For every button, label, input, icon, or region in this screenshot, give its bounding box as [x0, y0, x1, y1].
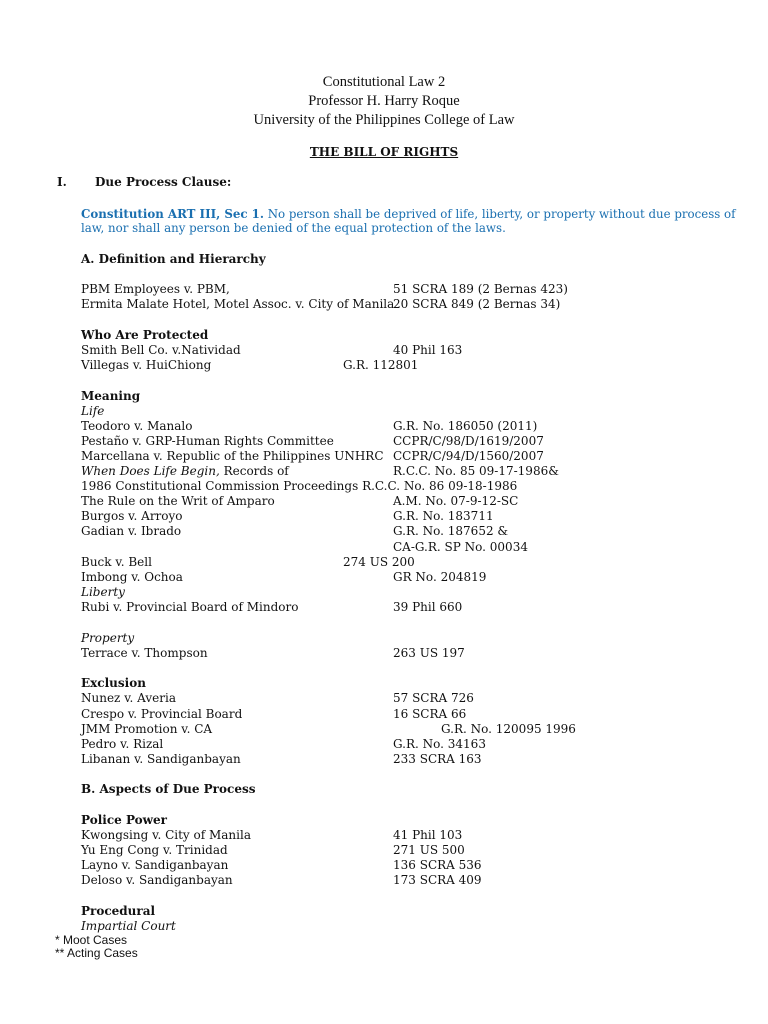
section-b-heading: B. Aspects of Due Process: [81, 782, 256, 796]
case-citation: 40 Phil 163: [393, 343, 463, 357]
case-name: Terrace v. Thompson: [81, 646, 208, 660]
who-protected-heading: Who Are Protected: [81, 328, 209, 342]
when-life-begin: [81, 464, 289, 479]
case-name: The Rule on the Writ of Amparo: [81, 494, 275, 508]
section-title: THE BILL OF RIGHTS: [309, 145, 459, 159]
case-citation: 51 SCRA 189 (2 Bernas 423): [393, 282, 568, 296]
case-citation: GR No. 204819: [393, 570, 487, 584]
footnote-acting: ** Acting Cases: [55, 946, 138, 960]
exclusion-heading: Exclusion: [81, 676, 146, 690]
case-citation: 41 Phil 103: [393, 828, 463, 842]
case-citation: 57 SCRA 726: [393, 691, 474, 705]
case-name: Teodoro v. Manalo: [81, 419, 193, 433]
case-name: Layno v. Sandiganbayan: [81, 858, 229, 872]
case-name: Pestaño v. GRP-Human Rights Committee: [81, 434, 334, 448]
case-citation: 271 US 500: [393, 843, 465, 857]
case-name: Ermita Malate Hotel, Motel Assoc. v. City of Manila: [81, 297, 395, 311]
case-citation: CCPR/C/94/D/1560/2007: [393, 449, 544, 463]
when-life-rest: Records of: [219, 464, 289, 478]
case-name: Libanan v. Sandiganbayan: [81, 752, 241, 766]
case-name: Smith Bell Co. v.Natividad: [81, 343, 241, 357]
case-citation: G.R. No. 183711: [393, 509, 494, 523]
when-life-italic: When Does Life Begin,: [81, 464, 220, 478]
section-a-heading: A. Definition and Hierarchy: [81, 252, 266, 266]
case-name: Nunez v. Averia: [81, 691, 176, 705]
case-name: Burgos v. Arroyo: [81, 509, 183, 523]
case-name: Imbong v. Ochoa: [81, 570, 183, 584]
case-citation: A.M. No. 07-9-12-SC: [393, 494, 519, 508]
case-citation: 16 SCRA 66: [393, 707, 467, 721]
case-citation: R.C.C. No. 85 09-17-1986&: [393, 464, 559, 478]
part-numeral: I.: [57, 175, 67, 189]
case-name: PBM Employees v. PBM,: [81, 282, 230, 296]
case-citation: G.R. No. 187652 &: [393, 524, 509, 538]
school-name: University of the Philippines College of Law: [253, 112, 515, 128]
constitution-ref: Constitution ART III, Sec 1.: [81, 207, 264, 221]
case-citation: G.R. No. 186050 (2011): [393, 419, 538, 433]
professor-name: Professor H. Harry Roque: [308, 93, 460, 109]
case-name: Rubi v. Provincial Board of Mindoro: [81, 600, 299, 614]
case-name: Gadian v. Ibrado: [81, 524, 182, 538]
case-citation: 233 SCRA 163: [393, 752, 482, 766]
case-citation: 39 Phil 660: [393, 600, 463, 614]
case-name: Kwongsing v. City of Manila: [81, 828, 251, 842]
case-name: Villegas v. HuiChiong: [81, 358, 212, 372]
proceedings-line: 1986 Constitutional Commission Proceedings R.C.C. No. 86 09-18-1986: [81, 479, 518, 493]
case-citation: CA-G.R. SP No. 00034: [393, 540, 528, 554]
case-citation: 136 SCRA 536: [393, 858, 482, 872]
case-citation: G.R. No. 34163: [393, 737, 486, 751]
case-name: JMM Promotion v. CA: [81, 722, 213, 736]
case-name: Pedro v. Rizal: [81, 737, 164, 751]
constitution-text1: No person shall be deprived of life, liberty, or property without due process of: [263, 207, 736, 221]
constitution-text-line2: law, nor shall any person be denied of the equal protection of the laws.: [81, 221, 506, 235]
part-title: Due Process Clause:: [95, 175, 232, 189]
case-name: Crespo v. Provincial Board: [81, 707, 243, 721]
case-citation: 274 US 200: [343, 555, 415, 569]
procedural-heading: Procedural: [81, 904, 156, 918]
case-citation: CCPR/C/98/D/1619/2007: [393, 434, 544, 448]
case-citation: 20 SCRA 849 (2 Bernas 34): [393, 297, 561, 311]
course-title: Constitutional Law 2: [322, 74, 446, 90]
case-name: Yu Eng Cong v. Trinidad: [81, 843, 228, 857]
footnote-moot: * Moot Cases: [55, 933, 128, 947]
property-label: Property: [81, 631, 135, 645]
meaning-heading: Meaning: [81, 389, 141, 403]
life-label: Life: [81, 404, 105, 418]
case-name: Buck v. Bell: [81, 555, 152, 569]
liberty-label: Liberty: [81, 585, 125, 599]
case-citation: 263 US 197: [393, 646, 465, 660]
constitution-text-line1: [81, 207, 736, 222]
impartial-court-label: Impartial Court: [81, 919, 176, 933]
case-name: Deloso v. Sandiganbayan: [81, 873, 233, 887]
case-name: Marcellana v. Republic of the Philippines UNHRC: [81, 449, 384, 463]
case-citation: 173 SCRA 409: [393, 873, 482, 887]
case-citation: G.R. No. 120095 1996: [441, 722, 576, 736]
police-power-heading: Police Power: [81, 813, 167, 827]
case-citation: G.R. 112801: [343, 358, 419, 372]
